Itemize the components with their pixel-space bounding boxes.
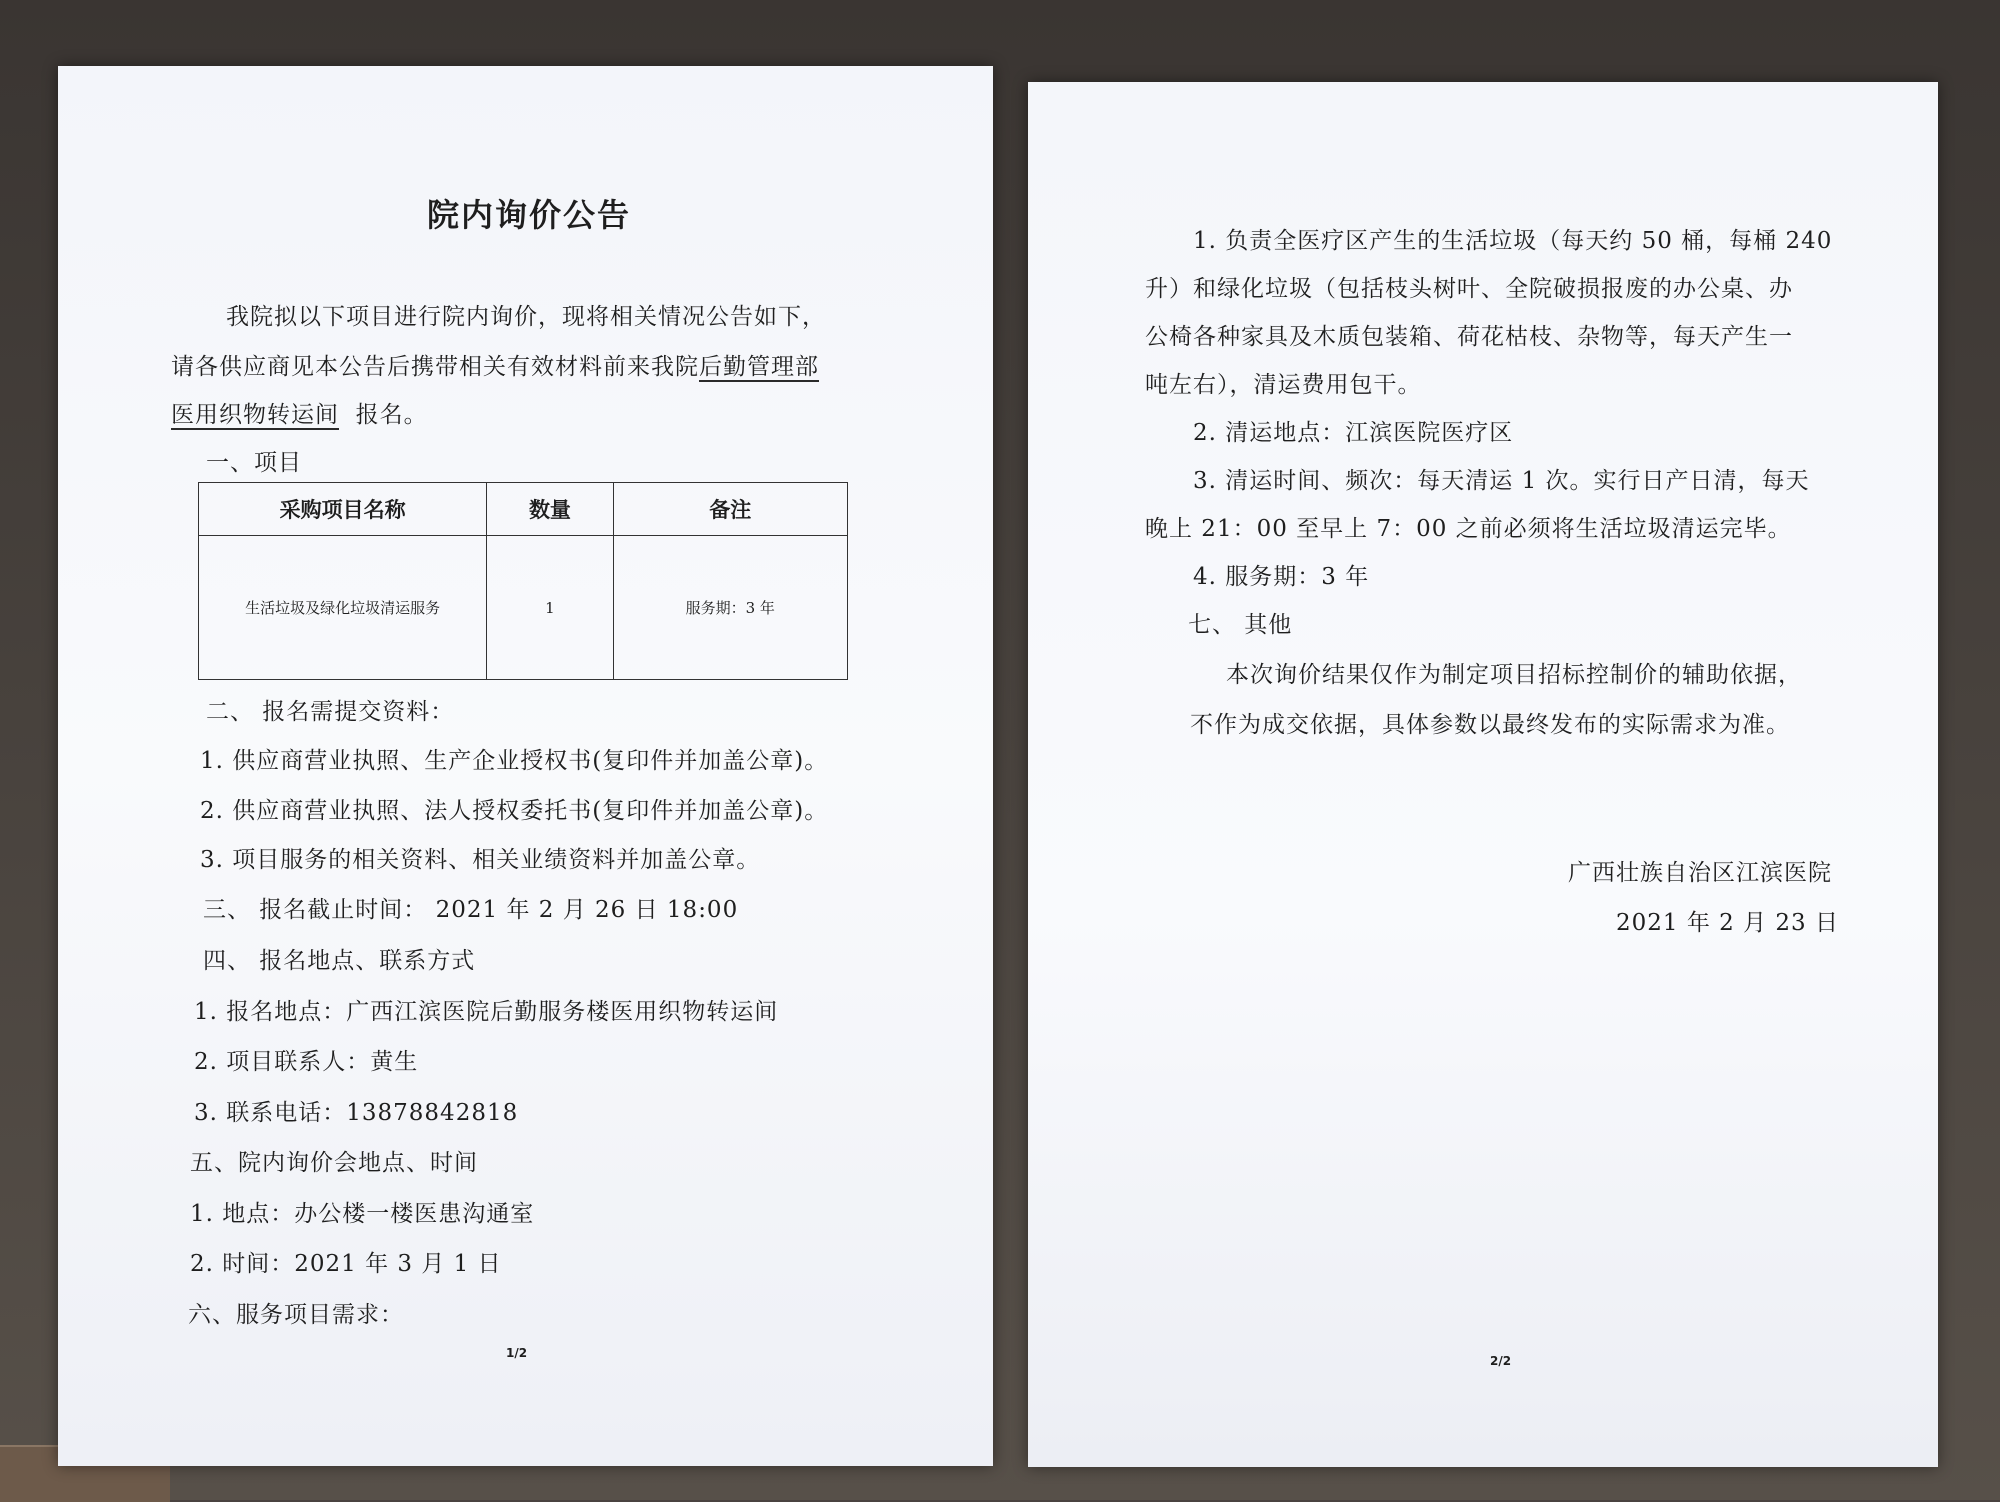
requirement-line: 吨左右），清运费用包干。	[1145, 372, 1422, 398]
section-2-heading: 二、 报名需提交资料：	[206, 699, 455, 725]
section-5-heading: 五、院内询价会地点、时间	[190, 1150, 478, 1176]
list-item: 2. 项目联系人：黄生	[194, 1049, 419, 1075]
other-line: 不作为成交依据，具体参数以最终发布的实际需求为准。	[1190, 712, 1790, 738]
document-page-1	[58, 66, 993, 1466]
project-table	[198, 482, 848, 680]
table-cell: 服务期：3 年	[613, 536, 847, 680]
list-item: 3. 项目服务的相关资料、相关业绩资料并加盖公章。	[200, 847, 761, 873]
document-page-2	[1028, 82, 1938, 1467]
underlined-department: 后勤管理部	[699, 354, 819, 380]
page-number: 2/2	[1490, 1354, 1512, 1368]
intro-line-1: 我院拟以下项目进行院内询价，现将相关情况公告如下，	[226, 304, 826, 330]
section-4-heading: 四、 报名地点、联系方式	[203, 948, 476, 974]
table-cell: 生活垃圾及绿化垃圾清运服务	[199, 536, 487, 680]
requirement-line: 4. 服务期：3 年	[1193, 564, 1370, 590]
list-item: 1. 供应商营业执照、生产企业授权书(复印件并加盖公章)。	[200, 748, 829, 774]
list-item: 2. 时间：2021 年 3 月 1 日	[190, 1251, 502, 1277]
table-header: 采购项目名称	[199, 483, 487, 536]
list-item: 2. 供应商营业执照、法人授权委托书(复印件并加盖公章)。	[200, 798, 829, 824]
list-item: 1. 报名地点：广西江滨医院后勤服务楼医用织物转运间	[194, 999, 779, 1025]
table-header: 数量	[487, 483, 613, 536]
other-line: 本次询价结果仅作为制定项目招标控制价的辅助依据，	[1226, 662, 1802, 688]
underlined-location: 医用织物转运间	[171, 402, 339, 428]
requirement-line: 3. 清运时间、频次：每天清运 1 次。实行日产日清，每天	[1193, 468, 1810, 494]
requirement-line: 升）和绿化垃圾（包括枝头树叶、全院破损报废的办公桌、办	[1145, 276, 1793, 302]
document-title: 院内询价公告	[427, 196, 632, 234]
list-item: 3. 联系电话：13878842818	[194, 1100, 519, 1126]
requirement-line: 1. 负责全医疗区产生的生活垃圾（每天约 50 桶，每桶 240	[1193, 228, 1833, 254]
table-cell: 1	[487, 536, 613, 680]
requirement-line: 2. 清运地点：江滨医院医疗区	[1193, 420, 1514, 446]
page-number: 1/2	[506, 1346, 528, 1360]
table-row	[199, 536, 848, 680]
intro-line-2-text: 请各供应商见本公告后携带相关有效材料前来我院	[171, 354, 699, 380]
section-6-heading: 六、服务项目需求：	[188, 1302, 404, 1328]
section-3-heading: 三、 报名截止时间： 2021 年 2 月 26 日 18:00	[203, 897, 739, 923]
section-7-heading: 七、 其他	[1188, 612, 1293, 638]
intro-line-3-text: 报名。	[355, 402, 428, 428]
intro-line-3	[171, 396, 428, 429]
requirement-line: 公椅各种家具及木质包装箱、荷花枯枝、杂物等，每天产生一	[1145, 324, 1793, 350]
list-item: 1. 地点：办公楼一楼医患沟通室	[190, 1201, 535, 1227]
signature-organization: 广西壮族自治区江滨医院	[1568, 860, 1832, 886]
requirement-line: 晚上 21：00 至早上 7：00 之前必须将生活垃圾清运完毕。	[1145, 516, 1792, 542]
section-1-heading: 一、项目	[206, 450, 302, 476]
table-header: 备注	[613, 483, 847, 536]
signature-date: 2021 年 2 月 23 日	[1616, 910, 1839, 936]
intro-line-2	[171, 348, 819, 381]
table-header-row	[199, 483, 848, 536]
